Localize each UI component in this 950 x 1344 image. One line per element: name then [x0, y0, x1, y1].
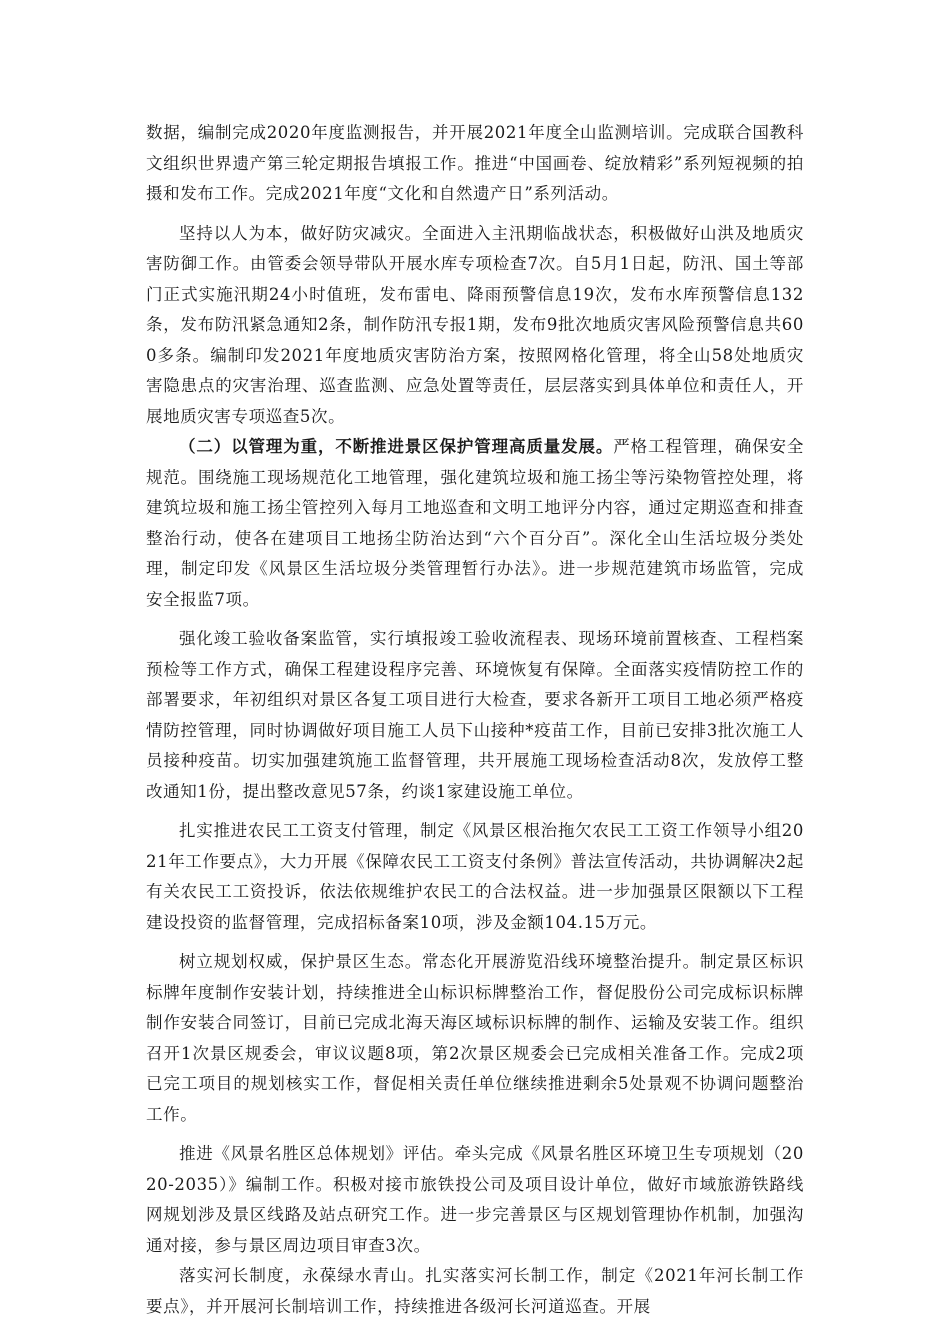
paragraph-planning-authority: 树立规划权威，保护景区生态。常态化开展游览沿线环境整治提升。制定景区标识标牌年度制作安装计划，持续推进全山标识标牌整治工作，督促股份公司完成标识标牌制作安装合同签订，目前已完成北海天海区域标识标牌的制作、运输及安装工作。组织召开1次景区规委会，审议议题8项，第2次景区规委会已完成相关准备工作。完成2项已完工项目的规划核实工作，督促相关责任单位继续推进剩余5处景观不协调问题整治工作。	[146, 952, 804, 1124]
paragraph-river-chief: 落实河长制度，永葆绿水青山。扎实落实河长制工作，制定《2021年河长制工作要点》，并开展河长制培训工作，持续推进各级河长河道巡查。开展	[146, 1266, 804, 1316]
document-body	[146, 118, 804, 1322]
paragraph-disaster-prevention: 坚持以人为本，做好防灾减灾。全面进入主汛期临战状态，积极做好山洪及地质灾害防御工作。由管委会领导带队开展水库专项检查7次。自5月1日起，防汛、国土等部门正式实施汛期24小时值班，发布雷电、降雨预警信息19次，发布水库预警信息132条，发布防汛紧急通知2条，制作防汛专报1期，发布9批次地质灾害风险预警信息共600多条。编制印发2021年度地质灾害防治方案，按照网格化管理，将全山58处地质灾害隐患点的灾害治理、巡查监测、应急处置等责任，层层落实到具体单位和责任人，开展地质灾害专项巡查5次。	[146, 223, 804, 426]
paragraph-migrant-wages: 扎实推进农民工工资支付管理，制定《风景区根治拖欠农民工工资工作领导小组2021年工作要点》，大力开展《保障农民工工资支付条例》普法宣传活动，共协调解决2起有关农民工工资投诉，依法依规维护农民工的合法权益。进一步加强景区限额以下工程建设投资的监督管理，完成招标备案10项，涉及金额104.15万元。	[146, 821, 804, 932]
paragraph-management-text: 严格工程管理，确保安全规范。围绕施工现场规范化工地管理，强化建筑垃圾和施工扬尘等污染物管控处理，将建筑垃圾和施工扬尘管控列入每月工地巡查和文明工地评分内容，通过定期巡查和排查整治行动，使各在建项目工地扬尘防治达到“六个百分百”。深化全山生活垃圾分类处理，制定印发《风景区生活垃圾分类管理暂行办法》。进一步规范建筑市场监管，完成安全报监7项。	[146, 437, 805, 609]
paragraph-management-section	[146, 432, 804, 615]
paragraph-monitoring-report: 数据，编制完成2020年度监测报告，并开展2021年度全山监测培训。完成联合国教科文组织世界遗产第三轮定期报告填报工作。推进“中国画卷、绽放精彩”系列短视频的拍摄和发布工作。完成2021年度“文化和自然遗产日”系列活动。	[146, 123, 804, 203]
paragraph-completion-acceptance: 强化竣工验收备案监管，实行填报竣工验收流程表、现场环境前置核查、工程档案预检等工作方式，确保工程建设程序完善、环境恢复有保障。全面落实疫情防控工作的部署要求，年初组织对景区各复工项目进行大检查，要求各新开工项目工地必须严格疫情防控管理，同时协调做好项目施工人员下山接种*疫苗工作，目前已安排3批次施工人员接种疫苗。切实加强建筑施工监督管理，共开展施工现场检查活动8次，发放停工整改通知1份，提出整改意见57条，约谈1家建设施工单位。	[146, 629, 804, 801]
paragraph-master-plan: 推进《风景名胜区总体规划》评估。牵头完成《风景名胜区环境卫生专项规划（2020-2035）》编制工作。积极对接市旅铁投公司及项目设计单位，做好市域旅游铁路线网规划涉及景区线路及站点研究工作。进一步完善景区与区规划管理协作机制，加强沟通对接，参与景区周边项目审查3次。	[146, 1144, 804, 1255]
section-heading: （二）以管理为重，不断推进景区保护管理高质量发展。	[179, 437, 614, 456]
